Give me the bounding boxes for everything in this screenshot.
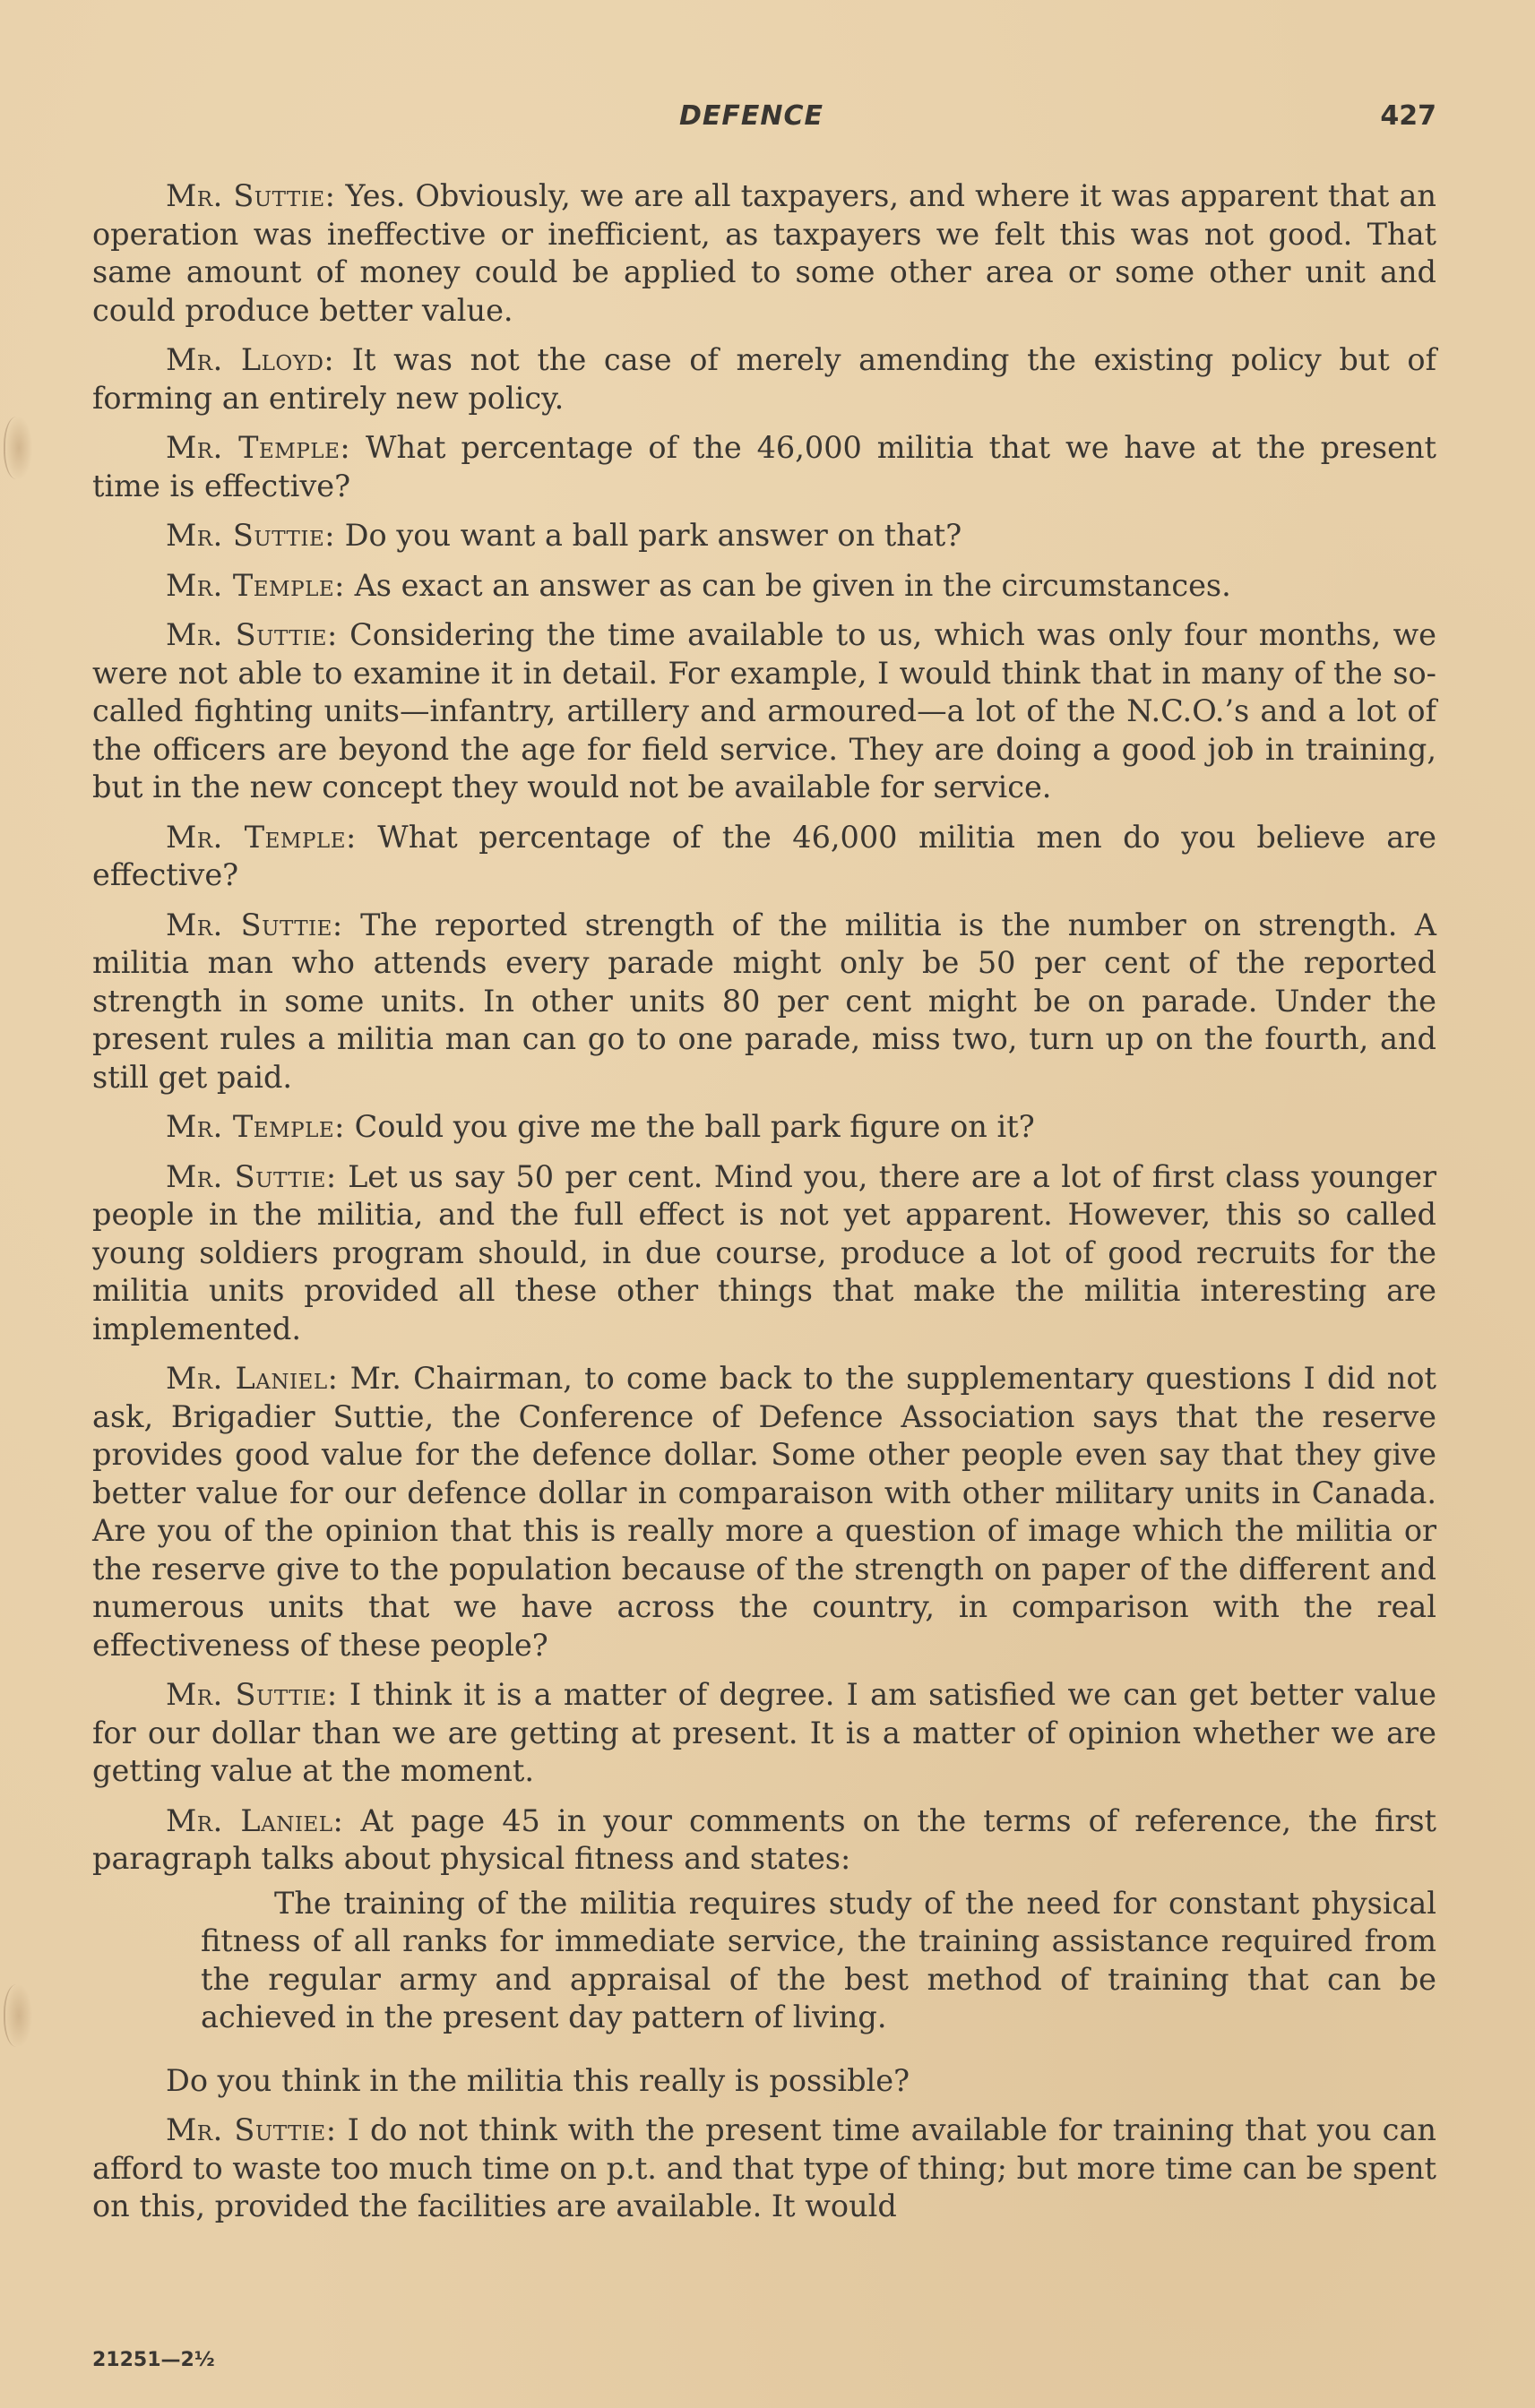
paragraph-text: What percentage of the 46,000 militia men do you believe are effective? [92,819,1437,892]
paragraph-text: It was not the case of merely amending the existing policy but of forming an entirely new policy. [92,342,1437,416]
paragraph-suttie-taxpayers [92,177,1436,330]
paragraph-temple-militia-men [92,819,1436,895]
paragraph-text: Yes. Obviously, we are all taxpayers, and where it was apparent that an operation was ineffective or inefficient, as taxpayers we felt this was not good. That same amount of money could be applied to some other area or some other unit and could produce better value. [92,178,1436,328]
paragraph-text: I do not think with the present time available for training that you can afford to waste too much time on p.t. and that type of thing; but more time can be spent on this, provided the facilities are available. It would [92,2112,1436,2223]
paragraph-text: I think it is a matter of degree. I am satisfied we can get better value for our dollar than we are getting at present. It is a matter of opinion whether we are getting value at the moment. [92,1677,1436,1788]
speaker-name: Mr. Suttie: [166,617,338,652]
paragraph-suttie-present-time [92,2111,1436,2226]
paragraph-suttie-ballpark [92,517,1436,555]
page-number: 427 [1380,100,1436,132]
paragraph-suttie-considering [92,616,1436,807]
speaker-name: Mr. Suttie: [166,518,336,553]
margin-binding-mark-lower [4,1984,32,2047]
speaker-name: Mr. Lloyd: [166,342,335,377]
paragraph-temple-figure [92,1108,1436,1147]
speaker-name: Mr. Suttie: [166,2112,337,2147]
paragraph-laniel-page-45 [92,1802,1436,1879]
paragraph-text: Could you give me the ball park figure on it? [344,1109,1035,1144]
paragraph-laniel-supplementary [92,1360,1436,1664]
document-page [92,0,1436,2408]
paragraph-text: The reported strength of the militia is the number on strength. A militia man who attends every parade might only be 50 per cent of the reported strength in some units. In other units 80 per cent might be on parade. Under the present rules a militia man can go to one parade, miss two, turn up on the fourth, and still get paid. [92,907,1436,1095]
speaker-name: Mr. Temple: [166,1109,345,1144]
page-body [92,177,1436,2238]
block-quotation: The training of the militia requires study of the need for constant physical fitness of all ranks for immediate service, the training assistance required from the regular army and appraisal of the best method of training that can be achieved in the present day pattern of living. [201,1885,1436,2034]
paragraph-text: What percentage of the 46,000 militia that we have at the present time is effective? [92,430,1436,503]
paragraph-suttie-reported-strength [92,907,1436,1097]
paragraph-text: Let us say 50 per cent. Mind you, there are a lot of first class younger people in the militia, and the full effect is not yet apparent. However, this so called young soldiers program should, in due course, produce a lot of good recruits for the militia units provided all these other things that make the militia interesting are implemented. [92,1158,1436,1346]
speaker-name: Mr. Temple: [166,567,345,603]
paragraph-suttie-fifty-percent [92,1158,1436,1349]
paragraph-text: Mr. Chairman, to come back to the supplementary questions I did not ask, Brigadier Suttie, the Conference of Defence Association says that the reserve provides good value for the defence dollar. Some other people even say that they give better value for our defence dollar in comparaison with other military units in Canada. Are you of the opinion that this is really more a question of image which the militia or the reserve give to the population because of the strength on paper of the different and numerous units that we have across the country, in comparison with the real effectiveness of these people? [92,1361,1436,1663]
paragraph-text: As exact an answer as can be given in the circumstances. [344,567,1231,603]
paragraph-temple-percentage [92,429,1436,505]
page-header [92,100,1436,145]
paragraph-suttie-degree [92,1676,1436,1791]
speaker-name: Mr. Suttie: [166,178,336,213]
signature-code: 21251—2½ [92,2349,215,2371]
speaker-name: Mr. Suttie: [166,1158,337,1194]
paragraph-lloyd-policy [92,341,1436,417]
paragraph-after-quote: Do you think in the militia this really is possible? [166,2062,910,2098]
paragraph-text: At page 45 in your comments on the terms of reference, the first paragraph talks about physical fitness and states: [92,1802,1436,1876]
speaker-name: Mr. Suttie: [166,907,343,942]
speaker-name: Mr. Laniel: [166,1361,339,1396]
margin-binding-mark-upper [4,417,32,479]
speaker-name: Mr. Temple: [166,819,357,855]
paragraph-text: Do you want a ball park answer on that? [335,518,962,553]
paragraph-text: Considering the time available to us, which was only four months, we were not able to examine it in detail. For example, I would think that in many of the so-called fighting units—infantry, artillery and armoured—a lot of the N.C.O.’s and a lot of the officers are beyond the age for field service. They are doing a good job in training, but in the new concept they would not be available for service. [92,617,1436,804]
speaker-name: Mr. Suttie: [166,1677,338,1712]
running-head: DEFENCE [679,100,824,132]
paragraph-temple-exact [92,567,1436,606]
speaker-name: Mr. Laniel: [166,1802,344,1838]
speaker-name: Mr. Temple: [166,430,351,465]
